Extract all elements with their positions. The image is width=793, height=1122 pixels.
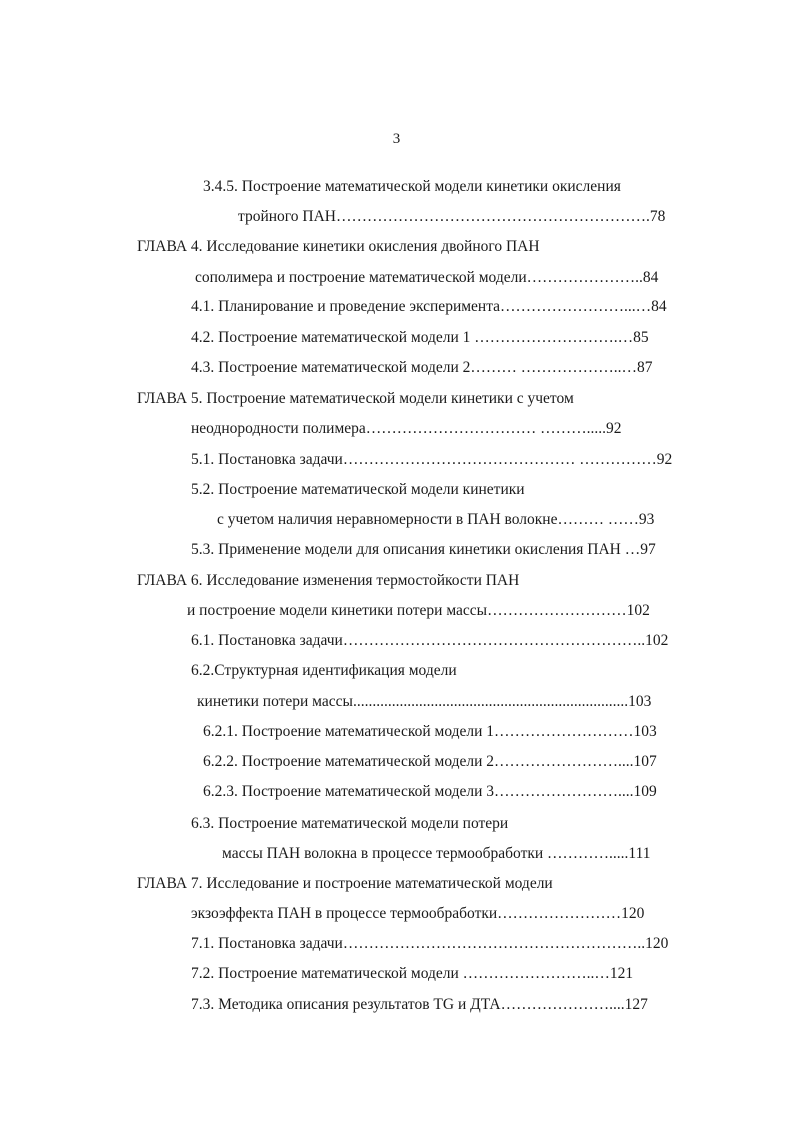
toc-line: 6.2.3. Построение математической модели 3……………………....109	[203, 783, 657, 800]
toc-line: с учетом наличия неравномерности в ПАН волокне……… ……93	[217, 511, 655, 528]
toc-line: массы ПАН волокна в процессе термообработки ………….....111	[222, 845, 651, 862]
toc-line: экзоэффекта ПАН в процессе термообработки……………………120	[191, 905, 645, 922]
toc-line: 6.2.2. Построение математической модели 2……………………....107	[203, 753, 657, 770]
toc-line: 5.2. Построение математической модели кинетики	[191, 481, 525, 498]
toc-line: 6.2.Структурная идентификация модели	[191, 662, 457, 679]
toc-line: ГЛАВА 6. Исследование изменения термостойкости ПАН	[137, 572, 520, 589]
toc-line: 4.2. Построение математической модели 1 ……………………….…85	[191, 329, 649, 346]
toc-line: неоднородности полимера…………………………… ……….....92	[191, 420, 622, 437]
toc-line: 6.3. Построение математической модели потери	[191, 815, 509, 832]
toc-line: тройного ПАН…………………………………………………….78	[238, 208, 666, 225]
toc-line: кинетики потери массы.......................................................................103	[197, 693, 652, 710]
toc-line: 7.2. Построение математической модели ……………………..…121	[191, 965, 634, 982]
toc-line: 7.1. Постановка задачи…………………………………………………..120	[191, 935, 669, 952]
toc-line: 6.1. Постановка задачи…………………………………………………..102	[191, 632, 669, 649]
toc-line: 5.1. Постановка задачи……………………………………… ……………92	[191, 451, 673, 468]
page-number: 3	[392, 131, 401, 147]
toc-line: 6.2.1. Построение математической модели 1………………………103	[203, 723, 657, 740]
toc-line: ГЛАВА 7. Исследование и построение математической модели	[137, 875, 553, 892]
toc-line: ГЛАВА 4. Исследование кинетики окисления двойного ПАН	[137, 238, 540, 255]
toc-line: ГЛАВА 5. Построение математической модели кинетики с учетом	[137, 390, 574, 407]
toc-line: 4.3. Построение математической модели 2……… ………………..…87	[191, 359, 653, 376]
toc-line: и построение модели кинетики потери массы………………………102	[187, 602, 650, 619]
toc-line: сополимера и построение математической модели…………………..84	[195, 269, 659, 286]
toc-line: 4.1. Планирование и проведение эксперимента……………………...…84	[191, 298, 667, 315]
toc-line: 3.4.5. Построение математической модели кинетики окисления	[203, 178, 621, 195]
toc-line: 7.3. Методика описания результатов TG и ДТА…………………....127	[191, 996, 648, 1013]
toc-line: 5.3. Применение модели для описания кинетики окисления ПАН …97	[191, 541, 656, 558]
